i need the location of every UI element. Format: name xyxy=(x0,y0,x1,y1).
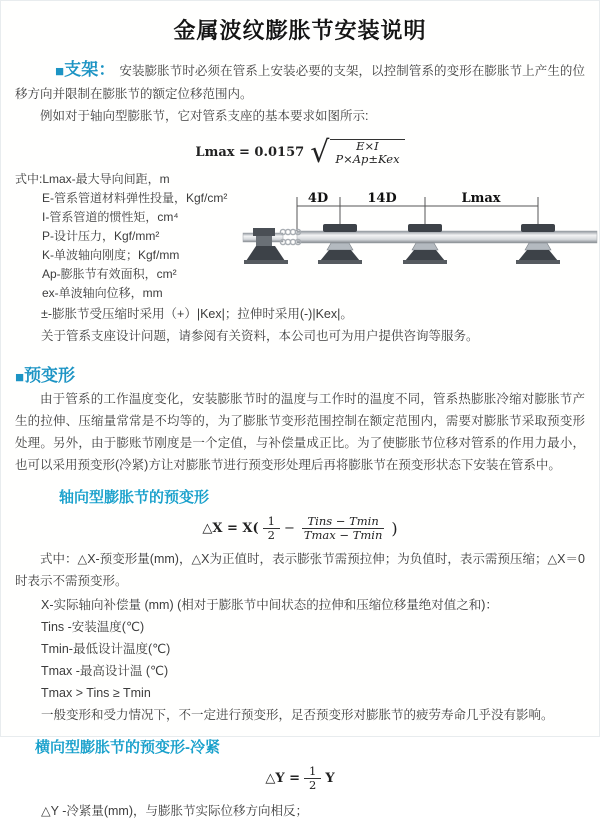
definition-line: Tmax -最高设计温 (℃) xyxy=(41,664,169,678)
definition-line: E-管系管道材料弹性投量，Kgf/cm² xyxy=(42,191,228,205)
fraction-numerator: 1 xyxy=(304,765,321,779)
lmax-formula-fraction xyxy=(330,139,404,166)
fraction-denominator: 2 xyxy=(267,528,275,542)
page-title: 金属波纹膨胀节安装说明 xyxy=(173,18,427,43)
support-example-text: 例如对于轴向型膨胀节，它对管系支座的基本要求如图所示: xyxy=(40,109,369,123)
support-section-heading: 支架： xyxy=(64,60,116,79)
fraction-denominator: Tmax − Tmin xyxy=(303,528,383,542)
definition-line: P-设计压力，Kgf/mm² xyxy=(42,229,160,243)
right-paren: ) xyxy=(391,519,398,538)
definition-line: 一般变形和受力情况下，不一定进行预变形，足否预变形对膨胀节的疲劳寿命几乎没有影响。 xyxy=(41,708,554,722)
axial-variable-definitions xyxy=(15,594,585,726)
predeform-section-heading xyxy=(15,361,585,386)
fraction-numerator: 1 xyxy=(263,515,280,529)
definition-line: X-实际轴向补偿量 (mm) (相对于膨胀节中间状态的拉伸和压缩位移量绝对值之和)： xyxy=(41,598,498,612)
dim-label-lmax: Lmax xyxy=(461,191,501,206)
axial-formula-half-fraction xyxy=(263,515,280,542)
document-content xyxy=(1,59,599,822)
definition-line: 式中:Lmax-最大导向间距，m xyxy=(15,172,170,186)
pipe-support-diagram xyxy=(243,187,597,289)
definition-line: Tmin-最低设计温度(℃) xyxy=(41,642,171,656)
axial-subheading: 轴向型膨胀节的预变形 xyxy=(59,489,210,506)
lateral-formula xyxy=(15,765,585,792)
definition-line: K-单波轴向刚度；Kgf/mm xyxy=(42,248,180,262)
minus-sign: − xyxy=(283,521,295,536)
consulting-note: 关于管系支座设计问题，请参阅有关资料，本公司也可为用户提供咨询等服务。 xyxy=(41,329,479,343)
axial-formula-lhs: △X = X( xyxy=(202,521,259,536)
definition-line: Tins -安装温度(℃) xyxy=(41,620,145,634)
pipe-support xyxy=(318,224,362,264)
lateral-formula-half-fraction xyxy=(304,765,321,792)
section-square-icon: ■ xyxy=(15,369,25,386)
lateral-formula-lhs: △Y = xyxy=(265,771,301,786)
lmax-formula-lhs: Lmax = 0.0157 xyxy=(195,145,305,160)
axial-formula xyxy=(15,515,585,542)
definition-line: ex-单波轴向位移，mm xyxy=(42,286,163,300)
lmax-formula xyxy=(15,134,585,170)
kex-sign-note: ±-膨胀节受压缩时采用（+）|Kex|；拉伸时采用(-)|Kex|。 xyxy=(41,307,353,321)
radical-sign: √ xyxy=(310,134,330,170)
axial-formula-explain: 式中：△X-预变形量(mm)，△X为正值时，表示膨张节需预拉伸；为负值时，表示需预压缩；△X＝0时表示不需预变形。 xyxy=(15,552,585,588)
predeform-heading-label: 预变形 xyxy=(24,366,76,385)
support-section xyxy=(15,59,585,105)
definition-line: Tmax > Tins ≥ Tmin xyxy=(41,686,151,700)
dim-label-14d: 14D xyxy=(367,191,397,206)
pipe-support xyxy=(516,224,560,264)
definition-line: Ap-膨胀节有效面积，cm² xyxy=(42,267,177,281)
support-intro-text: 安装膨胀节时必须在管系上安装必要的支架，以控制管系的变形在膨胀节上产生的位移方向并限制在膨胀节的额定位移范围内。 xyxy=(15,64,586,101)
pipe-support xyxy=(403,224,447,264)
predeform-body-text: 由于管系的工作温度变化，安装膨胀节时的温度与工作时的温度不同，管系热膨胀冷缩对膨胀节产生的拉伸、压缩量常常是不均等的，为了膨胀节变形范围控制在额定范围内，需要对膨胀节采取预变形处理。另外，由于膨账节刚度是一个定值，与补偿量成正比。为了使膨胀节位移对管系的作用力最小，也可以采用预变形(冷紧)方让对膨胀节进行预变形处理后再将膨胀节在预变形状态下安装在管系中。 xyxy=(15,392,585,472)
dim-label-4d: 4D xyxy=(307,191,329,206)
axial-formula-temp-fraction xyxy=(299,515,388,542)
lateral-subheading: 横向型膨胀节的预变形-冷紧 xyxy=(35,739,220,756)
lateral-formula-explain: △Y -冷紧量(mm)，与膨胀节实际位移方向相反； xyxy=(41,804,309,818)
fraction-denominator: 2 xyxy=(309,778,317,792)
lateral-formula-rhs: Y xyxy=(325,771,335,786)
lmax-formula-denominator: P×Ap±Kex xyxy=(335,152,400,166)
fraction-numerator: Tins − Tmin xyxy=(302,515,383,529)
pipe xyxy=(297,231,597,243)
lmax-formula-numerator: E×I xyxy=(356,139,379,153)
definition-line: I-管系管道的惯性矩，cm⁴ xyxy=(42,210,179,224)
section-square-icon: ■ xyxy=(55,63,65,80)
